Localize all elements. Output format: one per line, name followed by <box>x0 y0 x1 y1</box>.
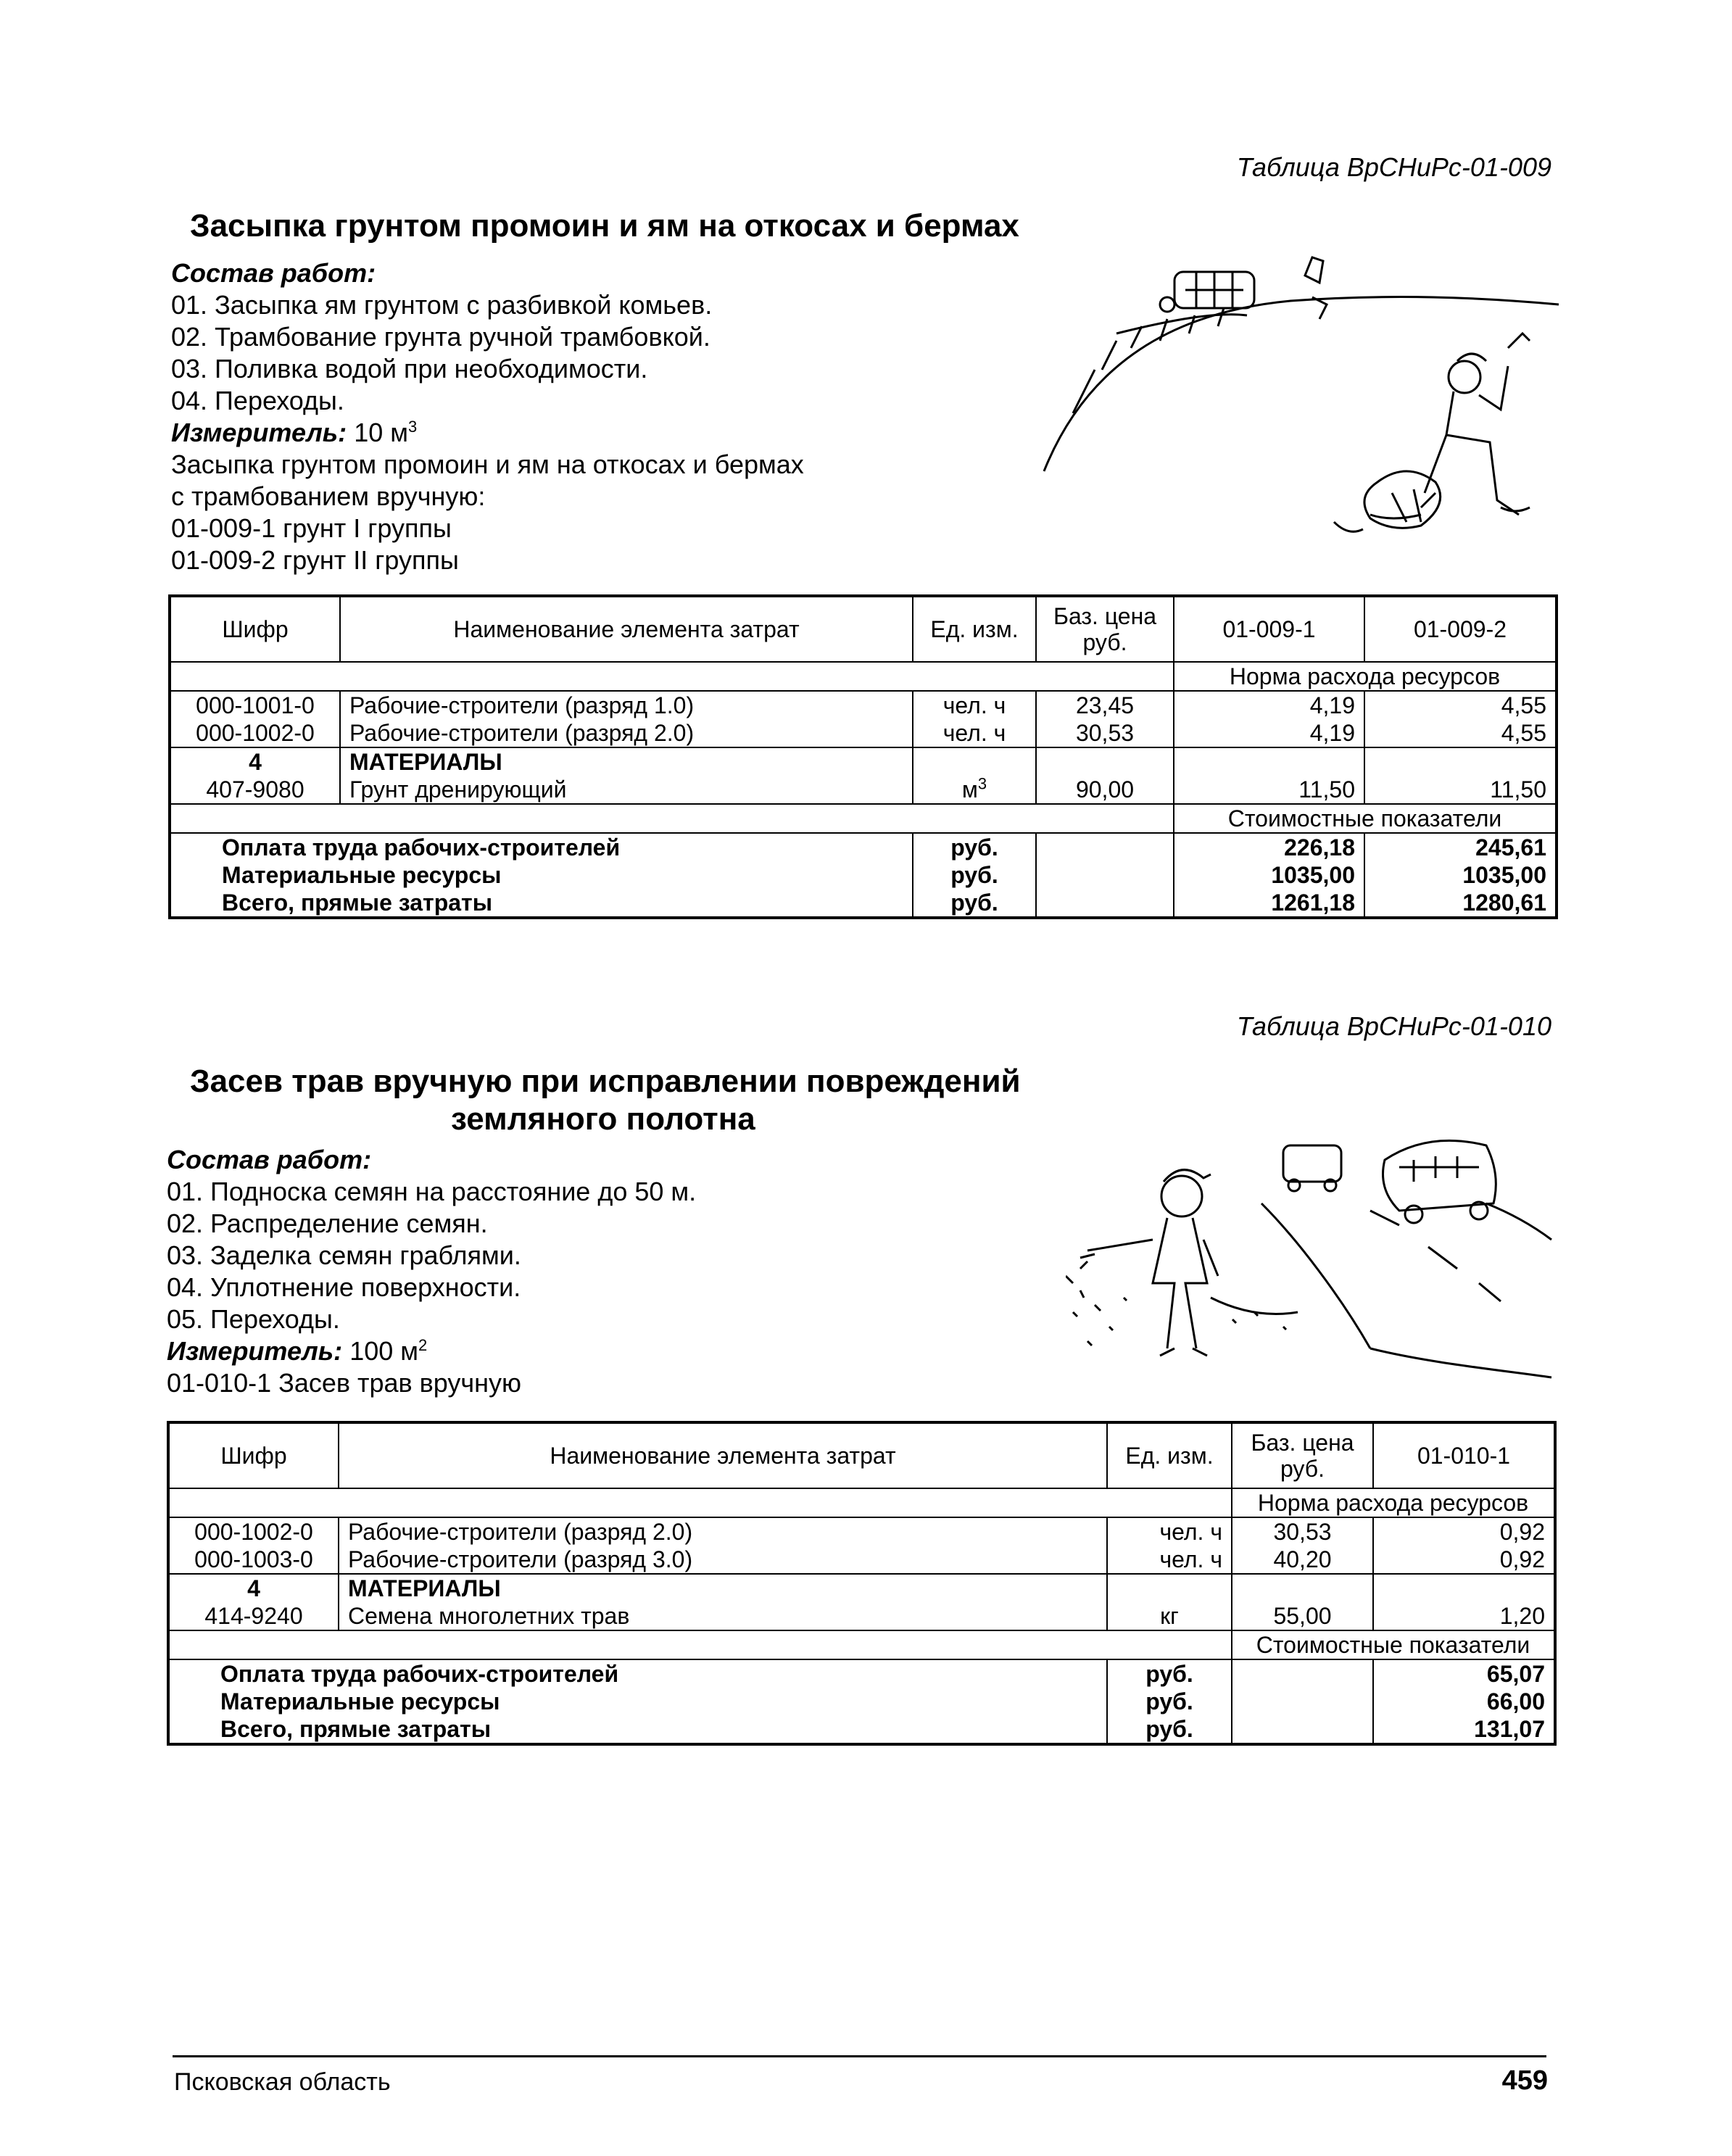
header-col1: 01-010-1 <box>1373 1422 1555 1488</box>
work-item: 04. Уплотнение поверхности. <box>167 1272 521 1302</box>
cell-unit: чел. ч <box>1107 1546 1232 1574</box>
total-v2: 245,61 <box>1364 833 1557 861</box>
header-price-line1: Баз. цена <box>1053 603 1157 629</box>
cell-unit: чел. ч <box>1107 1517 1232 1546</box>
work-item: 02. Распределение семян. <box>167 1208 488 1238</box>
cell-v1: 4,19 <box>1174 691 1364 719</box>
cell-price: 55,00 <box>1232 1602 1373 1630</box>
materials-label: МАТЕРИАЛЫ <box>339 1574 1107 1602</box>
work-item: 01. Засыпка ям грунтом с разбивкой комьев. <box>171 290 713 320</box>
cell-code: 000-1002-0 <box>194 1519 313 1545</box>
cell-code: 407-9080 <box>170 776 340 804</box>
illustration-slope-workers <box>1029 232 1566 573</box>
meter-value: 100 м <box>349 1336 419 1366</box>
cell-v1: 4,19 <box>1174 719 1364 747</box>
total-v1: 65,07 <box>1373 1659 1555 1688</box>
section-title-01-009: Засыпка грунтом промоин и ям на откосах и бермах <box>190 208 1019 244</box>
cell-v2: 4,55 <box>1364 691 1557 719</box>
header-price-line2: руб. <box>1082 629 1127 655</box>
section-title-01-010-line2: земляного полотна <box>451 1101 755 1137</box>
cell-unit: чел. ч <box>913 719 1036 747</box>
total-unit: руб. <box>913 861 1036 889</box>
total-v1: 1261,18 <box>1174 889 1364 918</box>
meter-01-009 <box>171 417 417 449</box>
header-price-line1: Баз. цена <box>1251 1430 1354 1456</box>
cell-code: 000-1003-0 <box>168 1546 339 1574</box>
norm-label: Норма расхода ресурсов <box>1174 662 1557 691</box>
work-item: 02. Трамбование грунта ручной трамбовкой. <box>171 322 710 352</box>
table-row <box>168 1602 1555 1630</box>
meter-value: 10 м <box>354 418 408 447</box>
meter-label: Измеритель: <box>167 1336 343 1366</box>
work-heading-01-010: Состав работ: <box>167 1145 372 1174</box>
header-unit: Ед. изм. <box>1107 1422 1232 1488</box>
total-unit: руб. <box>1107 1715 1232 1744</box>
code-line: 01-009-1 грунт I группы <box>171 513 452 543</box>
norm-label: Норма расхода ресурсов <box>1232 1488 1555 1517</box>
total-name: Оплата труда рабочих-строителей <box>220 1661 619 1687</box>
cost-table-01-010 <box>167 1421 1557 1746</box>
cell-v1: 0,92 <box>1373 1517 1555 1546</box>
work-heading-01-009: Состав работ: <box>171 258 376 288</box>
total-name: Оплата труда рабочих-строителей <box>222 834 621 861</box>
total-v1: 1035,00 <box>1174 861 1364 889</box>
cell-price: 90,00 <box>1036 776 1174 804</box>
cell-price: 30,53 <box>1036 719 1174 747</box>
cell-unit: кг <box>1107 1602 1232 1630</box>
total-v1: 66,00 <box>1373 1688 1555 1715</box>
cell-v1: 0,92 <box>1373 1546 1555 1574</box>
total-name: Всего, прямые затраты <box>220 1716 492 1742</box>
total-name: Материальные ресурсы <box>222 862 502 888</box>
header-code: Шифр <box>168 1422 339 1488</box>
total-row <box>170 889 1557 918</box>
header-unit: Ед. изм. <box>913 596 1036 662</box>
cost-label: Стоимостные показатели <box>1232 1630 1555 1659</box>
header-price <box>1036 596 1174 662</box>
table-row <box>168 1517 1555 1546</box>
cell-name: Рабочие-строители (разряд 1.0) <box>340 691 913 719</box>
description-line: Засыпка грунтом промоин и ям на откосах и бермах <box>171 449 804 479</box>
header-code: Шифр <box>170 596 340 662</box>
illustration-sowing-road <box>1066 1131 1559 1399</box>
cell-price: 40,20 <box>1232 1546 1373 1574</box>
total-row <box>170 861 1557 889</box>
cost-table-01-009 <box>168 594 1558 919</box>
unit-sup: 3 <box>977 776 987 793</box>
cell-v2: 4,55 <box>1364 719 1557 747</box>
total-unit: руб. <box>1107 1659 1232 1688</box>
work-item: 04. Переходы. <box>171 386 344 415</box>
cell-code: 000-1001-0 <box>196 692 315 718</box>
header-name: Наименование элемента затрат <box>340 596 913 662</box>
total-v2: 1280,61 <box>1364 889 1557 918</box>
materials-code: 4 <box>249 749 262 775</box>
meter-label: Измеритель: <box>171 418 347 447</box>
cell-name: Рабочие-строители (разряд 2.0) <box>339 1517 1107 1546</box>
cell-name: Семена многолетних трав <box>339 1602 1107 1630</box>
total-unit: руб. <box>1107 1688 1232 1715</box>
meter-sup: 2 <box>418 1336 428 1354</box>
total-unit: руб. <box>913 833 1036 861</box>
table-row <box>170 776 1557 804</box>
code-line: 01-010-1 Засев трав вручную <box>167 1368 522 1398</box>
total-row <box>168 1715 1555 1744</box>
cell-v2: 11,50 <box>1364 776 1557 804</box>
cell-code: 414-9240 <box>168 1602 339 1630</box>
total-unit: руб. <box>913 889 1036 918</box>
work-item: 03. Заделка семян граблями. <box>167 1240 521 1270</box>
total-v2: 1035,00 <box>1364 861 1557 889</box>
table-ref-01-009: Таблица ВрСНиРс-01-009 <box>1236 152 1551 182</box>
work-item: 05. Переходы. <box>167 1304 340 1334</box>
header-col2: 01-009-2 <box>1364 596 1557 662</box>
cell-unit: чел. ч <box>913 691 1036 719</box>
total-name: Материальные ресурсы <box>220 1688 500 1715</box>
cell-unit <box>913 776 1036 804</box>
materials-label: МАТЕРИАЛЫ <box>340 747 913 776</box>
cell-price: 30,53 <box>1232 1517 1373 1546</box>
total-row <box>168 1659 1555 1688</box>
cell-name: Грунт дренирующий <box>340 776 913 804</box>
work-item: 03. Поливка водой при необходимости. <box>171 354 648 383</box>
materials-code: 4 <box>247 1575 260 1601</box>
table-row <box>168 1546 1555 1574</box>
meter-sup: 3 <box>408 418 418 436</box>
header-price <box>1232 1422 1373 1488</box>
cell-name: Рабочие-строители (разряд 2.0) <box>340 719 913 747</box>
total-row <box>168 1688 1555 1715</box>
total-v1: 131,07 <box>1373 1715 1555 1744</box>
section-title-01-010-line1: Засев трав вручную при исправлении повреждений <box>190 1064 1021 1099</box>
footer-region: Псковская область <box>174 2068 391 2096</box>
table-row <box>170 691 1557 719</box>
cell-v1: 11,50 <box>1174 776 1364 804</box>
footer-divider <box>173 2055 1546 2057</box>
table-row <box>170 719 1557 747</box>
meter-01-010 <box>167 1335 427 1367</box>
header-name: Наименование элемента затрат <box>339 1422 1107 1488</box>
work-item: 01. Подноска семян на расстояние до 50 м. <box>167 1177 697 1206</box>
header-col1: 01-009-1 <box>1174 596 1364 662</box>
unit-text: м <box>961 776 978 803</box>
table-ref-01-010: Таблица ВрСНиРс-01-010 <box>1236 1011 1551 1041</box>
page-number: 459 <box>1501 2065 1548 2096</box>
total-row <box>170 833 1557 861</box>
cell-code: 000-1002-0 <box>170 719 340 747</box>
header-price-line2: руб. <box>1280 1456 1325 1482</box>
cell-price: 23,45 <box>1036 691 1174 719</box>
description-line: с трамбованием вручную: <box>171 481 486 511</box>
cost-label: Стоимостные показатели <box>1174 804 1557 833</box>
total-v1: 226,18 <box>1174 833 1364 861</box>
cell-v1: 1,20 <box>1373 1602 1555 1630</box>
total-name: Всего, прямые затраты <box>222 890 493 916</box>
cell-name: Рабочие-строители (разряд 3.0) <box>339 1546 1107 1574</box>
code-line: 01-009-2 грунт II группы <box>171 545 459 575</box>
